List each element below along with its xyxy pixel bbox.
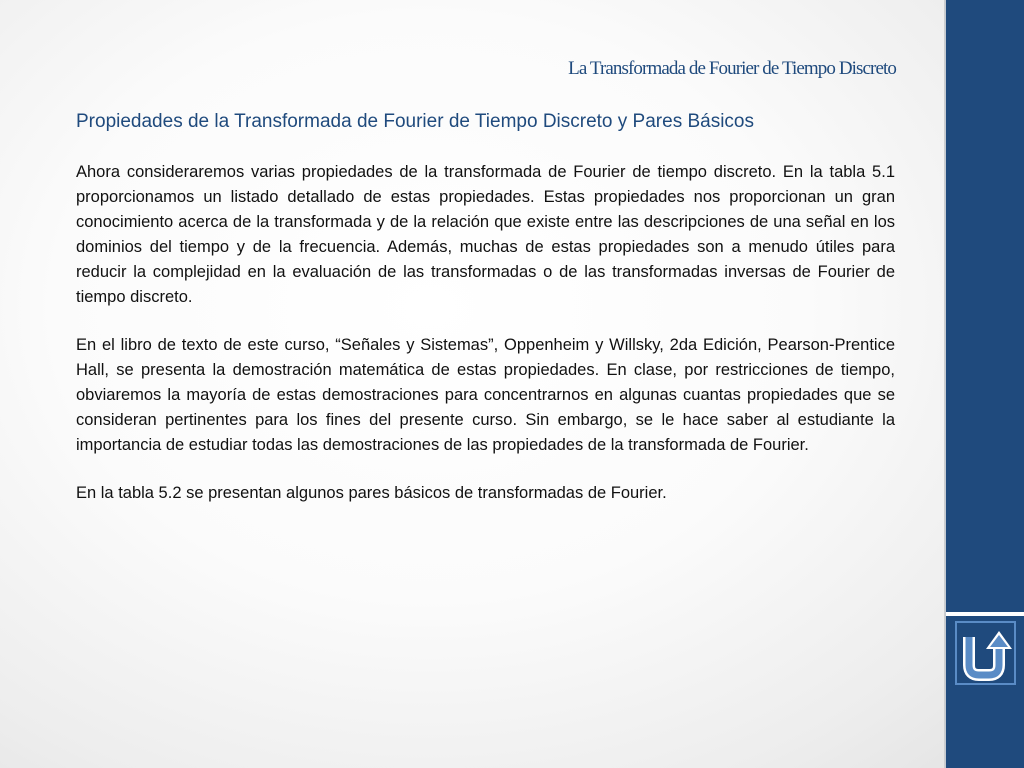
slide-title: La Transformada de Fourier de Tiempo Discreto (568, 58, 896, 79)
slide-body (76, 110, 895, 529)
paragraph-properties-intro: Ahora consideraremos varias propiedades de la transformada de Fourier de tiempo discreto. En la tabla 5.1 proporcionamos un listado detallado de estas propiedades. Estas propiedades nos proporcionan un gran conocimiento acerca de la transformada y de la relación que existe entre las descripciones de una señal en los dominios del tiempo y de la frecuencia. Además, muchas de estas propiedades son a menudo útiles para reducir la complejidad en la evaluación de las transformadas o de las transformadas inversas de Fourier de tiempo discreto. (76, 163, 895, 306)
return-button[interactable] (955, 621, 1016, 685)
paragraph-textbook-reference: En el libro de texto de este curso, “Señales y Sistemas”, Oppenheim y Willsky, 2da Edición, Pearson-Prentice Hall, se presenta la demostración matemática de estas propiedades. En clase, por restricciones de tiempo, obviaremos la mayoría de estas demostraciones para concentrarnos en algunas cuantas propiedades que se consideran pertinentes para los fines del presente curso. Sin embargo, se le hace saber al estudiante la importancia de estudiar todas las demostraciones de las propiedades de la transformada de Fourier. (76, 336, 895, 454)
u-turn-return-icon (957, 623, 1014, 683)
section-heading: Propiedades de la Transformada de Fourier de Tiempo Discreto y Pares Básicos (76, 111, 754, 132)
paragraph-basic-pairs: En la tabla 5.2 se presentan algunos pares básicos de transformadas de Fourier. (76, 484, 667, 502)
sidebar-accent-line (946, 612, 1024, 616)
